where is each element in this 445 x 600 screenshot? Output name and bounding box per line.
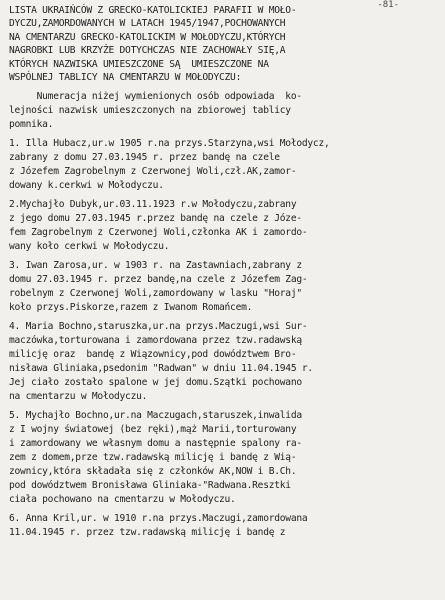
entry-line: koło przys.Piskorze,razem z Iwanom Romańcem. <box>9 302 253 314</box>
intro-line: pomnika. <box>9 119 54 131</box>
entry-line: fem Zagrobelnym z Czerwonej Woli,członka AK i zamordo- <box>9 227 308 239</box>
entry-line: 6. Anna Kril,ur. w 1910 r.na przys.Maczugi,zamordowana <box>9 513 308 525</box>
entry-line: milicję oraz bandę z Wiązownicy,pod dowództwem Bro- <box>9 349 297 361</box>
intro-line: lejności nazwisk umieszczonych na zbiorowej tablicy <box>9 105 291 117</box>
entry-line: pod dowództwem Bronisława Gliniaka-"Radwana.Resztki <box>9 480 291 492</box>
list-entry-6 <box>9 512 437 540</box>
entry-line: z Józefem Zagrobelnym z Czerwonej Woli,czł.AK,zamor- <box>9 166 297 178</box>
entry-line: dowany k.cerkwi w Mołodyczu. <box>9 180 164 192</box>
entry-line: maczówka,torturowana i zamordowana przez tzw.radawską <box>9 335 302 347</box>
entry-line: 1. Illa Hubacz,ur.w 1905 r.na przys.Starzyna,wsi Mołodycz, <box>9 138 330 150</box>
list-entry-5 <box>9 409 437 507</box>
entry-line: zownicy,która składała się z członków AK,NOW i B.Ch. <box>9 466 297 478</box>
entry-line: 5. Mychajło Bochno,ur.na Maczugach,staruszek,inwalida <box>9 410 302 422</box>
entry-line: zem z domem,prze tzw.radawską milicję i bandę z Wią- <box>9 452 297 464</box>
entry-line: i zamordowany we własnym domu a następnie spalony ra- <box>9 438 302 450</box>
document-header <box>9 4 437 84</box>
entry-line: z I wojny światowej (bez ręki),mąż Marii,torturowany <box>9 424 297 436</box>
list-entry-3 <box>9 259 437 315</box>
entry-line: Jej ciało zostało spalone w jej domu.Szątki pochowano <box>9 377 302 389</box>
header-line: DYCZU,ZAMORDOWANYCH W LATACH 1945/1947,POCHOWANYCH <box>9 18 286 30</box>
page-number: -81- <box>377 0 399 10</box>
header-line: NAGROBKI LUB KRZYŻE DOTYCHCZAS NIE ZACHOWAŁY SIĘ,A <box>9 45 286 57</box>
entry-line: domu 27.03.1945 r. przez bandę,na czele z Józefem Zag- <box>9 274 308 286</box>
entry-line: 4. Maria Bochno,staruszka,ur.na przys.Maczugi,wsi Sur- <box>9 321 308 333</box>
header-line: WSPÓLNEJ TABLICY NA CMENTARZU W MOŁODYCZU: <box>9 71 242 83</box>
list-entry-4 <box>9 320 437 404</box>
header-line: KTÓRYCH NAZWISKA UMIESZCZONE SĄ UMIESZCZONE NA <box>9 58 269 70</box>
entry-line: ciała pochowano na cmentarzu w Mołodyczu. <box>9 494 236 506</box>
header-line: LISTA UKRAIŃCÓW Z GRECKO-KATOLICKIEJ PARAFII W MOŁO- <box>9 5 297 16</box>
entry-line: 2.Mychajło Dubyk,ur.03.11.1923 r.w Mołodyczu,zabrany <box>9 199 297 211</box>
entry-line: z jego domu 27.03.1945 r.przez bandę na czele z Józe- <box>9 213 302 225</box>
intro-line: Numeracja niżej wymienionych osób odpowiada ko- <box>9 91 302 103</box>
entry-line: na cmentarzu w Mołodyczu. <box>9 391 148 403</box>
entry-line: 3. Iwan Zarosa,ur. w 1903 r. na Zastawniach,zabrany z <box>9 260 302 272</box>
list-entry-2 <box>9 198 437 254</box>
entry-line: nisława Gliniaka,psedonim "Radwan" w dniu 11.04.1945 r. <box>9 363 313 375</box>
entry-line: robelnym z Czerwonej Woli,zamordowany w lasku "Horaj" <box>9 288 302 300</box>
list-entry-1 <box>9 137 437 193</box>
header-line: NA CMENTARZU GRECKO-KATOLICKIM W MOŁODYCZU,KTÓRYCH <box>9 31 286 43</box>
entry-line: zabrany z domu 27.03.1945 r. przez bandę na czele <box>9 152 280 164</box>
entry-line: wany koło cerkwi w Mołodyczu. <box>9 241 170 253</box>
intro-paragraph <box>9 90 437 132</box>
entry-line: 11.04.1945 r. przez tzw.radawską milicję i bandę z <box>9 527 286 539</box>
